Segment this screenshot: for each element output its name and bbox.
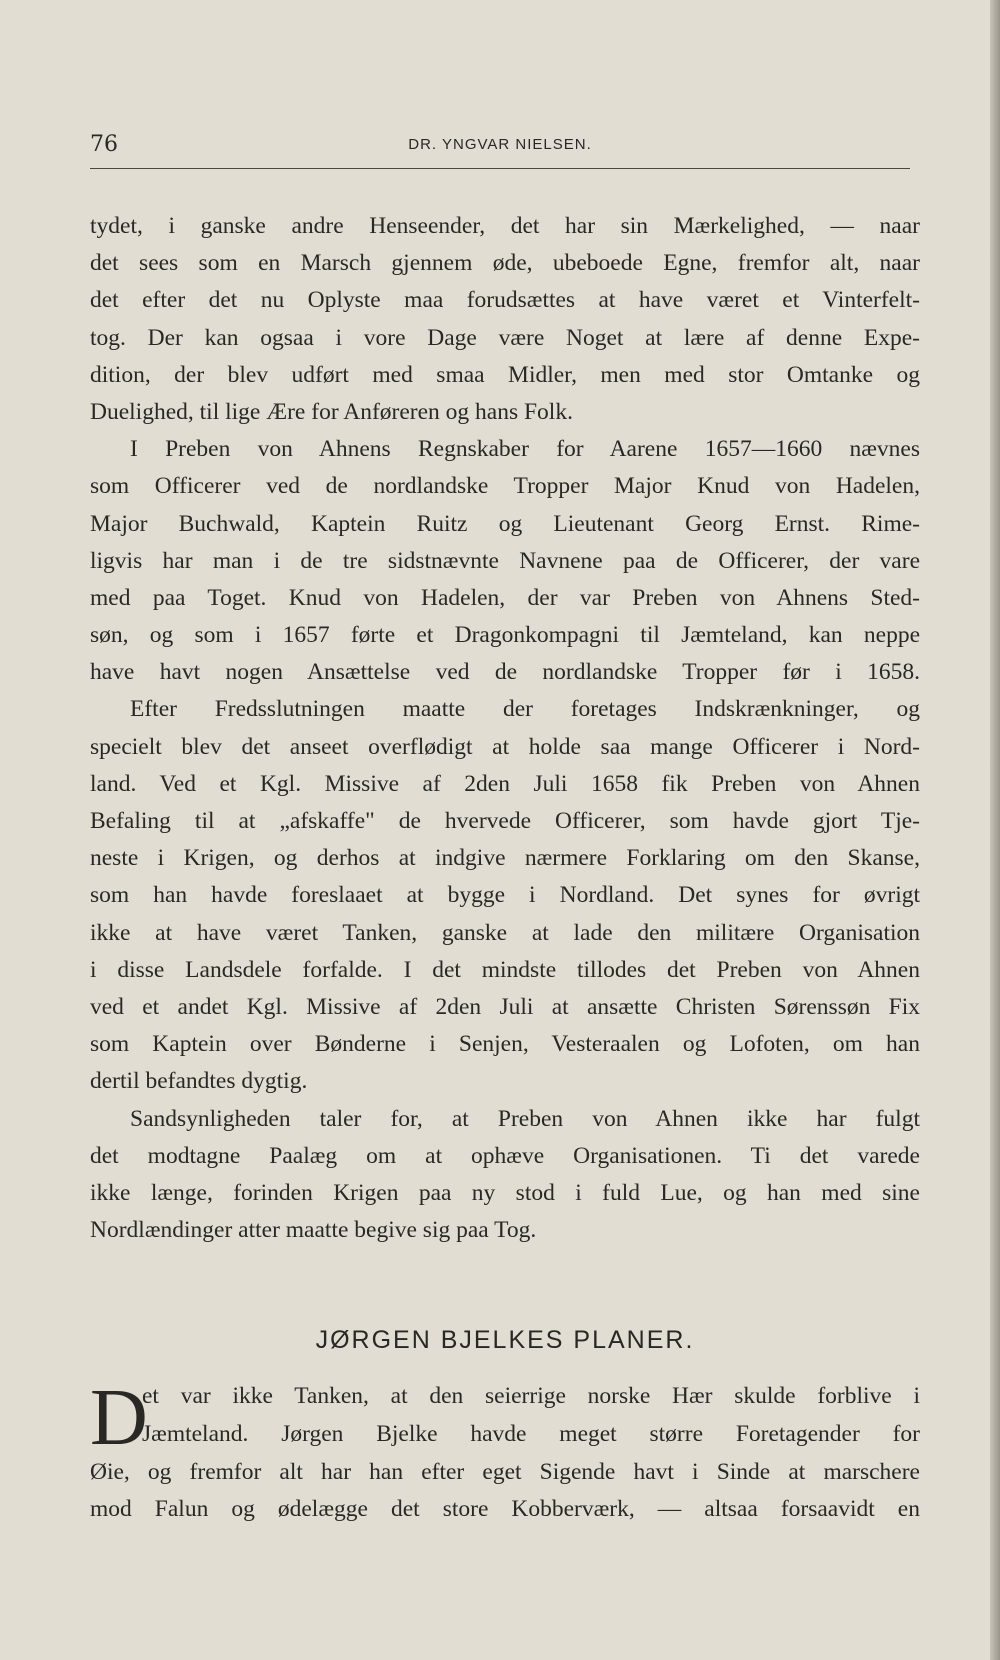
section-heading: JØRGEN BJELKES PLANER. <box>315 1326 695 1354</box>
text-line: Sandsynligheden taler for, at Preben von Ahnen ikke har fulgt <box>130 1105 920 1132</box>
text-line: I Preben von Ahnens Regnskaber for Aarene 1657—1660 nævnes <box>130 436 920 463</box>
running-head <box>90 132 910 162</box>
text-line: mod Falun og ødelægge det store Kobberværk, — altsaa forsaavidt en <box>90 1496 920 1523</box>
text-line: land. Ved et Kgl. Missive af 2den Juli 1658 fik Preben von Ahnen <box>90 770 920 797</box>
page-edge-shadow <box>990 0 1000 1660</box>
section-text <box>90 1374 920 1529</box>
text-line: Duelighed, til lige Ære for Anføreren og hans Folk. <box>90 398 573 425</box>
text-line: søn, og som i 1657 førte et Dragonkompagni til Jæmteland, kan neppe <box>90 622 920 649</box>
text-line: ved et andet Kgl. Missive af 2den Juli at ansætte Christen Sørenssøn Fix <box>90 993 920 1020</box>
header-rule <box>90 168 910 169</box>
text-line: tydet, i ganske andre Henseender, det har sin Mærkelighed, — naar <box>90 213 920 239</box>
text-line: ikke at have været Tanken, ganske at lade den militære Organisation <box>90 919 920 946</box>
text-line: have havt nogen Ansættelse ved de nordlandske Tropper før i 1658. <box>90 659 920 686</box>
text-line: Øie, og fremfor alt har han efter eget Sigende havt i Sinde at marschere <box>90 1458 920 1485</box>
text-line: Major Buchwald, Kaptein Ruitz og Lieutenant Georg Ernst. Rime- <box>90 510 920 537</box>
body-text <box>90 208 920 1249</box>
text-line: det modtagne Paalæg om at ophæve Organisationen. Ti det varede <box>90 1142 920 1169</box>
text-line: det efter det nu Oplyste maa forudsættes at have været et Vinterfelt- <box>90 287 920 314</box>
text-line: neste i Krigen, og derhos at indgive nærmere Forklaring om den Skanse, <box>90 845 920 872</box>
text-line: dition, der blev udført med smaa Midler, men med stor Omtanke og <box>90 361 920 388</box>
drop-cap: D <box>90 1374 148 1462</box>
text-line: som Kaptein over Bønderne i Senjen, Vesteraalen og Lofoten, om han <box>90 1031 920 1058</box>
text-line: specielt blev det anseet overflødigt at holde saa mange Officerer i Nord- <box>90 733 920 760</box>
text-line: dertil befandtes dygtig. <box>90 1068 308 1095</box>
text-line: Befaling til at „afskaffe" de hvervede Officerer, som havde gjort Tje- <box>90 808 920 834</box>
text-line: som Officerer ved de nordlandske Tropper Major Knud von Hadelen, <box>90 473 920 500</box>
text-line: tog. Der kan ogsaa i vore Dage være Noget at lære af denne Expe- <box>90 324 920 351</box>
text-line: ligvis har man i de tre sidstnævnte Navnene paa de Officerer, der vare <box>90 547 920 574</box>
text-line: det sees som en Marsch gjennem øde, ubeboede Egne, fremfor alt, naar <box>90 250 920 277</box>
text-line: i disse Landsdele forfalde. I det mindste tillodes det Preben von Ahnen <box>90 956 920 983</box>
text-line: med paa Toget. Knud von Hadelen, der var Preben von Ahnens Sted- <box>90 584 920 611</box>
text-line: Jæmteland. Jørgen Bjelke havde meget større Foretagender for <box>142 1420 920 1447</box>
text-line: som han havde foreslaaet at bygge i Nordland. Det synes for øvrigt <box>90 882 920 909</box>
running-title: DR. YNGVAR NIELSEN. <box>408 136 592 153</box>
text-line: et var ikke Tanken, at den seierrige norske Hær skulde forblive i <box>142 1383 920 1409</box>
text-line: ikke længe, forinden Krigen paa ny stod i fuld Lue, og han med sine <box>90 1179 920 1206</box>
page-number: 76 <box>90 132 118 157</box>
text-line: Nordlændinger atter maatte begive sig paa Tog. <box>90 1217 537 1244</box>
text-line: Efter Fredsslutningen maatte der foretages Indskrænkninger, og <box>130 696 920 723</box>
